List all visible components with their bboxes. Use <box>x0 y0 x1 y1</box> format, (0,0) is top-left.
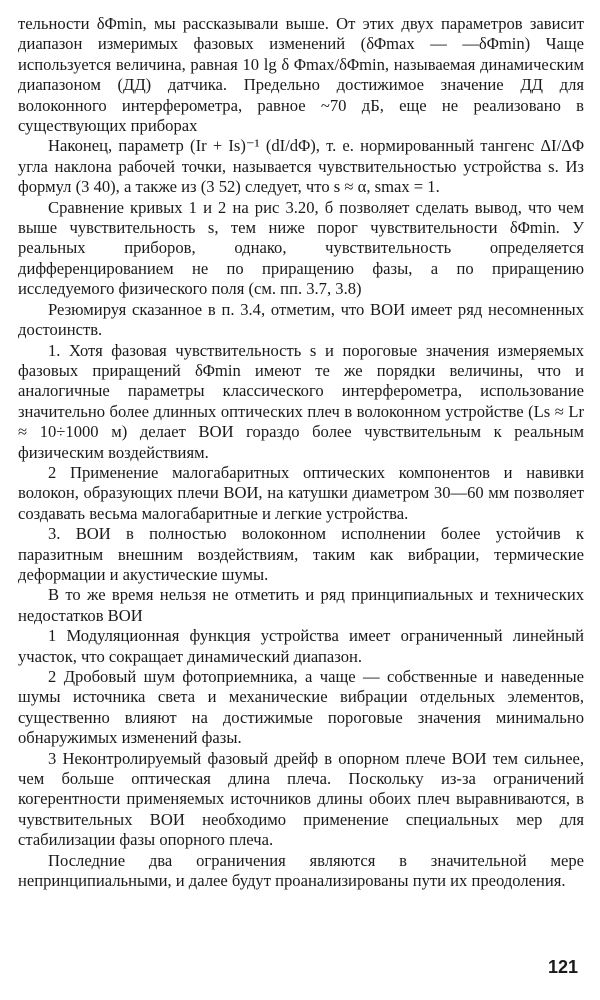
paragraph-drawback-1: 1 Модуляционная функция устройства имеет ограниченный линейный участок, что сокращает динамический диапазон. <box>18 626 584 666</box>
paragraph-advantage-3: 3. ВОИ в полностью волоконном исполнении более устойчив к паразитным внешним воздействиям, таким как вибрации, термические деформации и акустические шумы. <box>18 524 584 584</box>
paragraph-summary: Резюмируя сказанное в п. 3.4, отметим, что ВОИ имеет ряд несомненных достоинств. <box>18 299 584 340</box>
paragraph-advantage-2: 2 Применение малогабаритных оптических компонентов и навивки волокон, образующих плечи ВОИ, на катушки диаметром 30—60 мм позволяет создавать весьма малогабаритные и легкие устройства. <box>18 462 584 523</box>
paragraph-advantage-1: 1. Хотя фазовая чувствительность s и пороговые значения измеряемых фазовых приращений δΦmin имеют те же порядки величины, что и аналогичные параметры классического интерферометра, использование значительно более длинных оптических плеч в волоконном устройстве (Ls ≈ Lr ≈ 10÷1000 м) делает ВОИ гораздо более чувствительным к реальным физическим воздействиям. <box>18 340 584 462</box>
paragraph-drawback-3: 3 Неконтролируемый фазовый дрейф в опорном плече ВОИ тем сильнее, чем больше оптическая длина плеча. Поскольку из-за ограничений когерентности применяемых источников длины обоих плеч выравниваются, в чувствительных ВОИ необходимо применение специальных мер для стабилизации фазы опорного плеча. <box>18 748 584 850</box>
paragraph-sensitivity: Наконец, параметр (Ir + Is)⁻¹ (dI/dΦ), т. е. нормированный тангенс ΔI/ΔΦ угла наклона рабочей точки, называется чувствительностью устройства s. Из формул (3 40), а также из (3 52) следует, что s ≈ α, smax = 1. <box>18 136 584 197</box>
paragraph-conclusion: Последние два ограничения являются в значительной мере непринципиальными, и далее будут проанализированы пути их преодоления. <box>18 850 584 891</box>
paragraph-dynamic-range: тельности δΦmin, мы рассказывали выше. От этих двух параметров зависит диапазон измеримых фазовых изменений (δΦmax — —δΦmin) Чаще используется величина, равная 10 lg δ Φmax/δΦmin, называемая динамическим диапазоном (ДД) датчика. Предельно достижимое значение ДД для волоконного интерферометра, равное ~70 дБ, еще не реализовано в существующих приборах <box>18 14 584 136</box>
page-body <box>18 14 584 891</box>
paragraph-drawbacks-intro: В то же время нельзя не отметить и ряд принципиальных и технических недостатков ВОИ <box>18 585 584 625</box>
paragraph-curve-comparison: Сравнение кривых 1 и 2 на рис 3.20, б позволяет сделать вывод, что чем выше чувствительность s, тем ниже порог чувствительности δΦmin. У реальных приборов, однако, чувствительность определяется дифференцированием не по приращению фазы, а по приращению исследуемого физического поля (см. пп. 3.7, 3.8) <box>18 197 584 299</box>
paragraph-drawback-2: 2 Дробовый шум фотоприемника, а чаще — собственные и наведенные шумы источника света и механические вибрации отдельных элементов, существенно влияют на достижимые пороговые значения минимально обнаружимых изменений фазы. <box>18 667 584 748</box>
page-number: 121 <box>547 957 578 977</box>
